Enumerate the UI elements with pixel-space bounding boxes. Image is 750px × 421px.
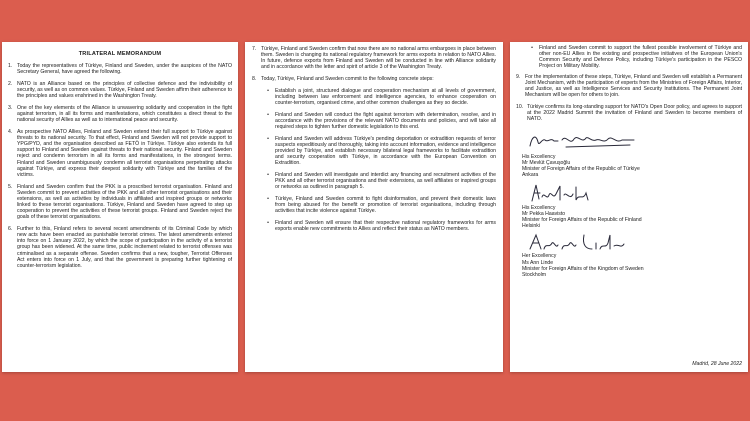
paragraph-7: 7. Türkiye, Finland and Sweden confirm that now there are no national arms embargoes in place between them. Sweden is changing its national regulatory framework for arms exports in relation to NATO Allies. In future, defence exports from Finland and Sweden will be conducted in line with Alliance solidarity and in accordance with the letter and spirit of article 3 of the Washington Treaty. — [252, 46, 496, 71]
list-item: • Finland and Sweden will address Türkiye's pending deportation or extradition requests of terror suspects expeditiously and thoroughly, taking into account information, evidence and intelligence provided by Türkiye, and establish necessary bilateral legal frameworks to facilitate extradition and security cooperation with Türkiye, in accordance with the European Convention on Extradition. — [261, 136, 496, 167]
list-item: • Finland and Sweden will investigate and interdict any financing and recruitment activities of the PKK and all other terrorist organisations and their extensions, as well affiliates or inspired groups or networks as outlined in paragraph 5. — [261, 172, 496, 190]
paragraph-8: 8. Today, Türkiye, Finland and Sweden commit to the following concrete steps: — [252, 76, 434, 83]
document-date: Madrid, 28 June 2022 — [692, 361, 742, 367]
signature-finland-image — [526, 181, 626, 205]
list-item: • Establish a joint, structured dialogue and cooperation mechanism at all levels of government, including between law enforcement and intelligence agencies, to enhance cooperation on counter-terrorism, organised crime, and other common challenges as they so decide. — [261, 88, 496, 106]
paragraph-10: 10. Türkiye confirms its long-standing support for NATO's Open Door policy, and agrees to support at the 2022 Madrid Summit the invitation of Finland and Sweden to become members of NATO. — [516, 103, 742, 123]
bullet-icon: • — [267, 111, 269, 118]
bullet-icon: • — [267, 195, 269, 202]
list-item: • Finland and Sweden will ensure that their respective national regulatory frameworks for arms exports enable new commitments to Allies and reflect their status as NATO members. — [261, 220, 496, 232]
page-3 — [510, 42, 748, 372]
paragraph-4: 4. As prospective NATO Allies, Finland and Sweden extend their full support to Türkiye against threats to its national security. To that effect, Finland and Sweden will not provide support to YPG/PYD, and the organisation described as FETÖ in Türkiye. Türkiye also extends its full support to Finland and Sweden against threats to their national security. Finland and Sweden reject and condemn terrorism in all its forms and manifestations, in the strongest terms. Finland and Sweden unambiguously condemn all terrorist organisations perpetrating attacks against Türkiye, and express their deepest solidarity with Türkiye and the families of the victims. — [8, 128, 232, 178]
signatory-finland: His Excellency Mr Pekka Haavisto Minister for Foreign Affairs of the Republic of Finland Helsinki — [522, 204, 642, 230]
list-item: • Finland and Sweden commit to support the fullest possible involvement of Türkiye and other non-EU Allies in the existing and prospective initiatives of the European Union's Common Security and Defence Policy, including Türkiye's participation in the PESCO Project on Military Mobility. — [525, 45, 742, 70]
document-title: TRILATERAL MEMORANDUM — [78, 51, 162, 57]
bullet-icon: • — [267, 135, 269, 142]
paragraph-9: 9. For the implementation of these steps, Türkiye, Finland and Sweden will establish a Permanent Joint Mechanism, with the participation of experts from the Ministries of Foreign Affairs, Interior, and Justice, as well as Intelligence Services and Security Institutions. The Permanent Joint Mechanism will be open for others to join. — [516, 73, 742, 99]
commitment-list-continued — [525, 45, 742, 70]
bullet-icon: • — [531, 45, 533, 51]
signature-sweden-image — [526, 231, 626, 253]
paragraph-6: 6. Further to this, Finland refers to several recent amendments of its Criminal Code by which new acts have been enacted as punishable terrorist crimes. The latest amendments entered into force on 1 January 2022, by which the scope of participation in the activity of a terrorist group has been widened. At the same time, public incitement related to terrorist offenses was criminalised as a separate offense. Sweden confirms that a new, tougher, Terrorist Offenses Act enters into force on 1 July, and that the government is preparing further tightening of counter-terrorism legislation. — [8, 225, 232, 269]
paragraph-2: 2. NATO is an Alliance based on the principles of collective defence and the indivisibility of security, as well as on common values. Türkiye, Finland and Sweden affirm their adherence to the principles and values enshrined in the Washington Treaty. — [8, 80, 232, 100]
paragraph-5: 5. Finland and Sweden confirm that the PKK is a proscribed terrorist organisation. Finland and Sweden commit to prevent activities of the PKK and all other terrorist organisations and their extensions, as well as activities by individuals in affiliated and inspired groups or networks linked to these terrorist organisations. Türkiye, Finland and Sweden have agreed to step up cooperation to prevent the activities of these terrorist groups. Finland and Sweden reject the goals of these terrorist organisations. — [8, 183, 232, 221]
bullet-icon: • — [267, 172, 269, 178]
bullet-icon: • — [267, 219, 269, 226]
signatory-turkiye: His Excellency Mr Mevlüt Çavuşoğlu Minister of Foreign Affairs of the Republic of Türkiye Ankara — [522, 153, 640, 179]
paragraph-1: 1. Today the representatives of Türkiye, Finland and Sweden, under the auspices of the NATO Secretary General, have agreed the following. — [8, 63, 232, 76]
page-1 — [2, 42, 238, 372]
page-2 — [245, 42, 503, 372]
signatory-sweden: Her Excellency Ms Ann Linde Minister for Foreign Affairs of the Kingdom of Sweden Stockholm — [522, 253, 644, 278]
list-item: • Türkiye, Finland and Sweden commit to fight disinformation, and prevent their domestic laws from being abused for the benefit or promotion of terrorist organisations, including through activities that incite violence against Türkiye. — [261, 196, 496, 214]
paragraph-3: 3. One of the key elements of the Alliance is unwavering solidarity and cooperation in the fight against terrorism, in all its forms and manifestations, which constitutes a direct threat to the national security of Allies as well as to international peace and security. — [8, 104, 232, 124]
signature-turkiye-image — [526, 128, 646, 154]
bullet-icon: • — [267, 87, 269, 94]
list-item: • Finland and Sweden will conduct the fight against terrorism with determination, resolve, and in accordance with the provisions of the relevant NATO documents and policies, and will take all required steps to tighten further domestic legislation to this end. — [261, 112, 496, 130]
commitment-list — [261, 88, 496, 232]
